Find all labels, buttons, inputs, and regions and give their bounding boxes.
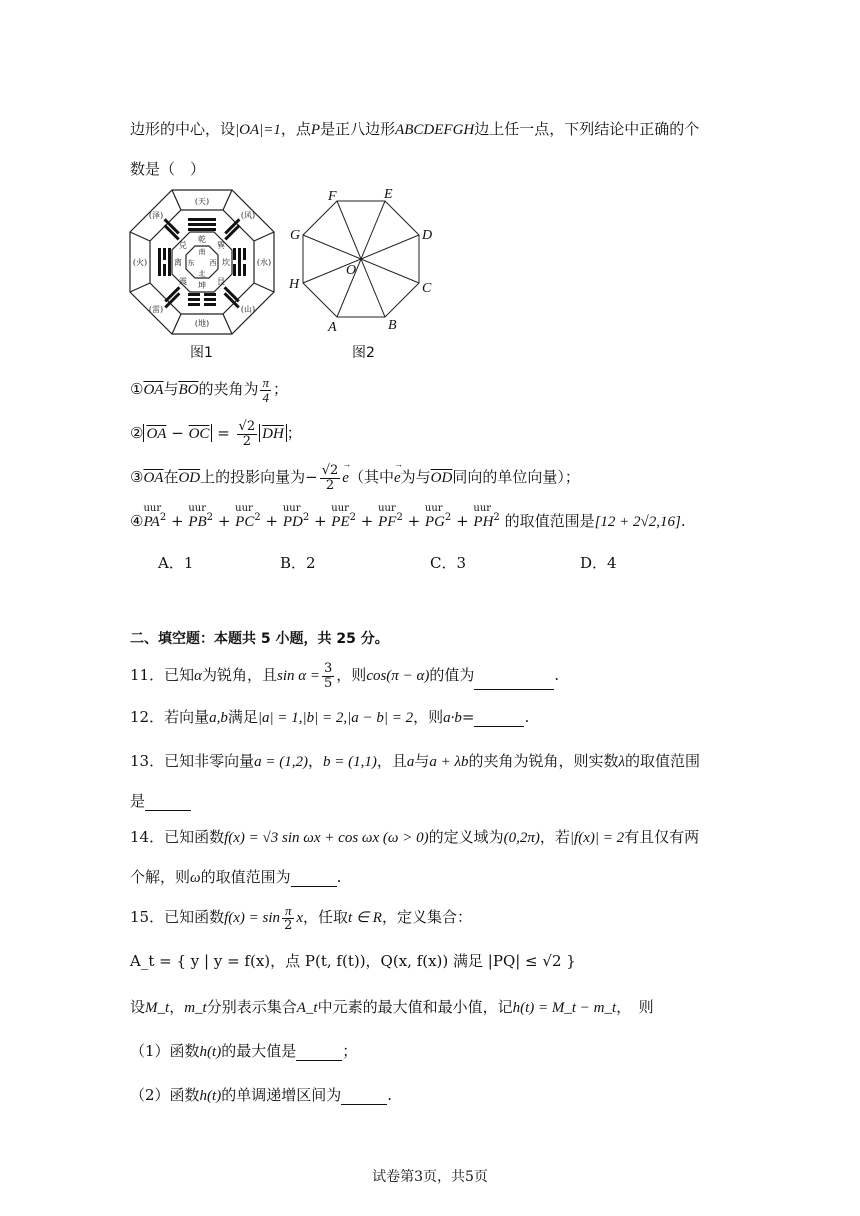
text: 同向的单位向量）； — [452, 468, 580, 487]
cos-expr: cos(π − α) — [366, 668, 430, 685]
vectors-ab: a,b — [209, 710, 228, 726]
intro-line-2: 数是（ ） — [130, 160, 206, 178]
mt-max: M_t — [145, 1000, 170, 1016]
intro-text: 边上任一点，下列结论中正确的个 — [474, 120, 700, 138]
vector-b: b = (1,1) — [323, 754, 377, 770]
text: ，则 — [413, 708, 444, 726]
fig1-label-tr: (风) — [240, 211, 256, 220]
plus-sign: + — [260, 512, 283, 530]
statement-2 — [130, 420, 302, 448]
vector-oa: $\overline{OA}$ — [143, 470, 164, 487]
vector-label: PD — [282, 514, 303, 530]
vertex-d: D — [422, 228, 433, 243]
question-number: 14． — [130, 828, 165, 846]
text: （2）函数 — [130, 1086, 200, 1104]
vector-od: $\overline{OD}$ — [178, 470, 201, 487]
text: 是 — [130, 792, 146, 810]
figure-2-octagon — [284, 184, 444, 334]
text: 已知 — [164, 666, 195, 685]
square-exponent: 2 — [349, 512, 356, 523]
omega: ω — [190, 870, 201, 886]
plus-sign: + — [356, 512, 379, 530]
question-14-line-2 — [130, 866, 341, 887]
range: [12 + 2√2,16] — [594, 514, 681, 530]
text: 已知非零向量 — [164, 752, 255, 770]
text: ； — [342, 1042, 358, 1060]
answer-blank[interactable] — [474, 671, 554, 690]
dot-product: a·b — [443, 710, 462, 726]
vertex-b: B — [388, 318, 397, 333]
fig1-inner-tl: 兑 — [179, 241, 187, 250]
vertex-a: A — [328, 320, 337, 334]
vector-arrow-mark: uur — [143, 503, 162, 514]
variable-x: x — [296, 910, 304, 927]
text: 的单调递增区间为 — [221, 1086, 342, 1104]
vector-label: PC — [235, 514, 255, 530]
fig1-dir-n: 南 — [198, 248, 206, 256]
statement-number: ② — [130, 424, 144, 443]
question-number: 13． — [130, 752, 165, 770]
question-11 — [130, 662, 559, 690]
vertex-c: C — [422, 281, 432, 296]
answer-blank[interactable] — [474, 708, 524, 727]
sin-expr: sin α = — [277, 668, 321, 685]
vector-dh: $\overline{DH}$ — [262, 426, 284, 443]
fraction — [260, 376, 271, 404]
h-of-t: h(t) — [199, 1044, 222, 1060]
squared-vector-ph — [473, 503, 500, 531]
text: 的定义域为 — [428, 828, 504, 846]
fig1-dir-s: 北 — [198, 270, 206, 278]
statement-4 — [130, 503, 686, 531]
text: ； — [286, 424, 302, 443]
fig1-label-bottom: (地) — [194, 319, 210, 328]
fig1-inner-top: 乾 — [198, 235, 206, 244]
vector-arrow-mark: uur — [473, 503, 492, 514]
answer-blank[interactable] — [341, 1086, 387, 1105]
square-exponent: 2 — [302, 512, 310, 523]
vector-oc: $\overline{OC}$ — [188, 426, 210, 443]
text: . — [387, 1086, 393, 1104]
figure-2-caption: 图2 — [352, 345, 375, 361]
text: ，若 — [539, 828, 570, 846]
text: 的值为 — [429, 666, 475, 685]
plus-sign: + — [451, 512, 474, 530]
numerator: π — [262, 375, 269, 390]
lambda: λ — [618, 754, 626, 770]
fig1-inner-tr: 巽 — [217, 241, 225, 250]
statement-number: ① — [130, 380, 144, 399]
vector-arrow-mark: uur — [331, 503, 349, 514]
intro-text: 是正八边形 — [320, 120, 396, 138]
text: 的取值范围 — [625, 752, 701, 770]
text: 的取值范围是 — [504, 512, 595, 530]
statement-number: ③ — [130, 468, 144, 487]
vector-oa: $\overline{OA}$ — [146, 426, 167, 443]
alpha: α — [194, 668, 202, 685]
vector-label: PE — [331, 514, 350, 530]
text: （其中 — [348, 468, 394, 487]
statement-number: ④ — [130, 512, 144, 530]
text: 若向量 — [164, 708, 210, 726]
squared-vector-pa — [143, 503, 167, 531]
option-d[interactable]: D．4 — [580, 554, 617, 572]
figure-1-caption: 图1 — [190, 345, 213, 361]
square-exponent: 2 — [493, 512, 500, 523]
fig1-inner-left: 离 — [174, 258, 182, 267]
vector-a: a = (1,2) — [254, 754, 308, 770]
mt-min: m_t — [184, 1000, 207, 1016]
fraction — [237, 420, 258, 448]
question-15-set: A_t = { y | y = f(x)，点 P(t, f(t))，Q(x, f(x)) 满足 |PQ| ≤ √2 } — [130, 952, 576, 970]
vertex-e: E — [384, 187, 393, 202]
plus-sign: + — [213, 512, 236, 530]
text: ，定义集合： — [381, 908, 472, 927]
text: 中元素的最大值和最小值，记 — [317, 998, 513, 1016]
polygon-name: ABCDEFGH — [395, 122, 475, 138]
text: 的取值范围为 — [200, 868, 291, 886]
fig1-label-tl: (泽) — [148, 211, 164, 220]
squared-vector-pg — [424, 503, 452, 531]
sum-of-squares — [143, 503, 500, 530]
plus-sign: + — [309, 512, 332, 530]
fraction — [282, 904, 294, 932]
denominator: 2 — [325, 477, 335, 493]
text: = — [461, 708, 475, 726]
vector-label: PB — [188, 514, 207, 530]
text: 已知函数 — [164, 828, 225, 846]
text: . — [336, 868, 342, 886]
fig1-label-right: (水) — [256, 258, 272, 267]
numerator: √2 — [238, 419, 256, 434]
section-2-heading: 二、填空题：本题共 5 小题，共 25 分。 — [130, 631, 389, 647]
squared-vector-pd — [282, 503, 310, 531]
condition: |a| = 1,|b| = 2,|a − b| = 2 — [257, 710, 414, 726]
text: 的最大值是 — [221, 1042, 297, 1060]
vector-label: PF — [378, 514, 397, 530]
unit-vector-e: → e — [394, 470, 401, 487]
fig1-inner-bottom: 坤 — [198, 281, 206, 290]
fraction — [320, 464, 341, 492]
vector-arrow-mark: uur — [282, 503, 301, 514]
domain: (0,2π) — [503, 830, 540, 846]
numerator: √2 — [321, 463, 339, 478]
abs-diff: $\overline{OA} - \overline{OC}$ — [143, 424, 212, 442]
denominator: 4 — [262, 389, 269, 405]
fraction — [322, 662, 334, 690]
text: 的夹角为锐角，则实数 — [468, 752, 619, 770]
vector-arrow-mark: uur — [378, 503, 396, 514]
question-15-sub-2 — [130, 1084, 392, 1105]
center-o: O — [346, 263, 357, 278]
squared-vector-pf — [378, 503, 403, 531]
vector-a: a — [406, 754, 415, 770]
denominator: 5 — [324, 675, 333, 691]
square-exponent: 2 — [159, 512, 167, 523]
question-number: 12． — [130, 708, 165, 726]
text: ，任取 — [303, 908, 349, 927]
text: 为锐角，且 — [201, 666, 277, 685]
fig1-label-top: (天) — [194, 197, 210, 206]
text: . — [680, 512, 686, 530]
vector-expr: a + λb — [429, 754, 469, 770]
text: 个解，则 — [130, 868, 191, 886]
square-exponent: 2 — [396, 512, 403, 523]
vector-label: PH — [473, 514, 494, 530]
option-b[interactable]: B．2 — [280, 554, 316, 572]
function-expr: f(x) = √3 sin ωx + cos ωx (ω > 0) — [224, 830, 429, 846]
vector-bo: $\overline{BO}$ — [178, 382, 199, 399]
text: 已知函数 — [164, 908, 225, 927]
intro-line-1 — [130, 118, 699, 139]
question-number: 15． — [130, 908, 165, 927]
intro-text: 边形的中心，设 — [130, 120, 236, 138]
square-exponent: 2 — [206, 512, 214, 523]
unit-vector-e: → e — [342, 470, 349, 487]
vertex-f: F — [328, 189, 337, 204]
text: 与 — [163, 380, 179, 399]
question-13 — [130, 750, 700, 771]
vector-label: PA — [143, 514, 160, 530]
text: ， 则 — [616, 998, 654, 1016]
page-footer: 试卷第3页，共5页 — [372, 1169, 488, 1185]
point-p: P — [310, 122, 321, 138]
answer-blank[interactable] — [145, 792, 191, 811]
question-15-sub-1 — [130, 1040, 357, 1061]
numerator: π — [282, 904, 294, 919]
figure-1-bagua — [128, 188, 276, 336]
statement-3 — [130, 464, 580, 492]
vector-oa: $\overline{OA}$ — [143, 382, 164, 399]
function-expr: f(x) = sin — [224, 910, 281, 927]
condition: |f(x)| = 2 — [569, 830, 625, 846]
option-c[interactable]: C．3 — [430, 554, 467, 572]
question-12 — [130, 706, 529, 727]
text: 有且仅有两 — [624, 828, 700, 846]
vertex-h: H — [289, 277, 300, 292]
text: 满足 — [227, 708, 258, 726]
set-at: A_t — [296, 1000, 318, 1016]
fig1-label-left: (火) — [132, 258, 148, 267]
text: 分别表示集合 — [206, 998, 297, 1016]
vector-od: $\overline{OD}$ — [430, 470, 453, 487]
fig1-inner-right: 坎 — [222, 258, 230, 267]
squared-vector-pc — [235, 503, 261, 531]
plus-sign: + — [166, 512, 189, 530]
answer-blank[interactable] — [291, 868, 337, 887]
text: . — [554, 666, 560, 685]
vector-label: PG — [424, 514, 445, 530]
t-in-r: t ∈ R — [348, 910, 382, 927]
text: 为与 — [400, 468, 431, 487]
text: 设 — [130, 998, 146, 1016]
intro-text: ，点 — [280, 120, 311, 138]
vector-arrow-mark: uur — [188, 503, 207, 514]
abs-dh — [259, 424, 287, 442]
abs-oa: |OA|=1 — [235, 122, 281, 138]
fig1-label-bl: (雷) — [148, 305, 164, 314]
h-def: h(t) = M_t − m_t — [512, 1000, 617, 1016]
question-15 — [130, 904, 472, 932]
question-number: 11． — [130, 666, 165, 685]
question-13-line-2 — [130, 790, 191, 811]
vertex-g: G — [290, 228, 301, 243]
fig1-dir-e: 西 — [209, 259, 217, 267]
square-exponent: 2 — [444, 512, 452, 523]
text: 上的投影向量为− — [200, 468, 318, 487]
plus-sign: + — [402, 512, 425, 530]
statement-1 — [130, 376, 288, 404]
squared-vector-pb — [188, 503, 214, 531]
answer-blank[interactable] — [296, 1042, 342, 1061]
denominator: 2 — [242, 433, 251, 449]
text: （1）函数 — [130, 1042, 200, 1060]
vector-arrow-mark: uur — [424, 503, 443, 514]
question-14 — [130, 826, 699, 847]
squared-vector-pe — [331, 503, 356, 531]
h-of-t: h(t) — [199, 1088, 222, 1104]
question-15-line-3 — [130, 996, 654, 1017]
text: 在 — [163, 468, 179, 487]
vector-arrow-mark: uur — [235, 503, 253, 514]
fig1-inner-bl: 震 — [179, 277, 187, 286]
fig1-inner-br: 艮 — [217, 277, 225, 286]
text: = — [217, 424, 230, 443]
fig1-label-br: (山) — [240, 305, 256, 314]
fig1-dir-w: 东 — [187, 259, 195, 267]
text: ， — [169, 998, 185, 1016]
option-a[interactable]: A．1 — [158, 554, 194, 572]
text: . — [524, 708, 530, 726]
text: ， — [307, 752, 323, 770]
text: ； — [273, 380, 289, 399]
text: 的夹角为 — [198, 380, 259, 399]
denominator: 2 — [284, 917, 293, 933]
square-exponent: 2 — [254, 512, 261, 523]
numerator: 3 — [324, 661, 333, 676]
text: ，且 — [376, 752, 407, 770]
text: ，则 — [336, 666, 367, 685]
text: 与 — [414, 752, 430, 770]
